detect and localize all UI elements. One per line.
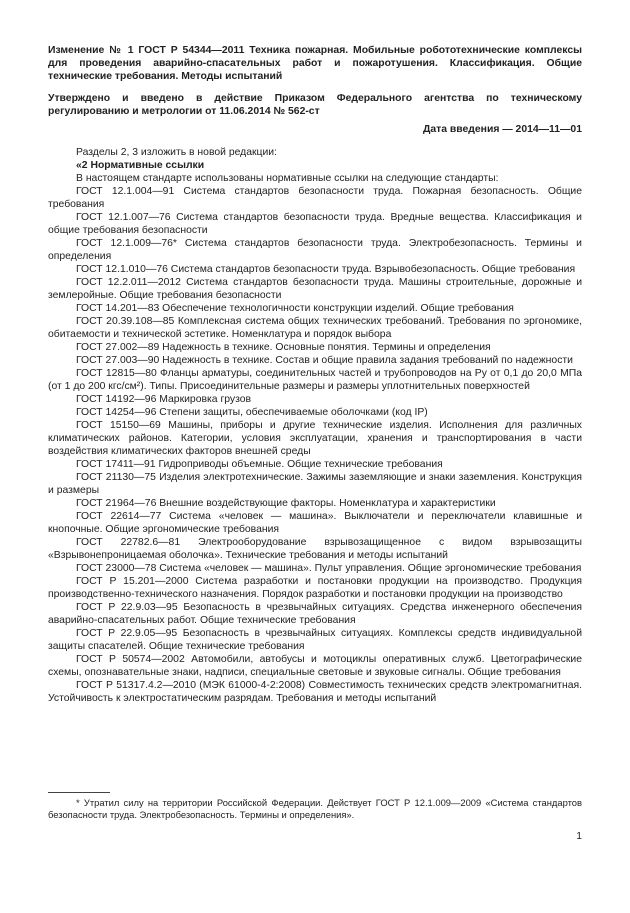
reference-code: ГОСТ 12.1.010—76	[76, 264, 168, 275]
reference-title: Внешние воздействующие факторы. Номенклатура и характеристики	[156, 498, 496, 509]
reference-item	[48, 601, 582, 627]
reference-code: ГОСТ 21130—75	[76, 472, 156, 483]
references-lead: В настоящем стандарте использованы нормативные ссылки на следующие стандарты:	[76, 173, 499, 184]
reference-code: ГОСТ 22782.6—81	[76, 537, 181, 548]
footnote: * Утратил силу на территории Российской Федерации. Действует ГОСТ Р 12.1.009—2009 «Система стандартов безопасности труда. Электробезопасность. Термины и определения».	[48, 797, 582, 820]
reference-title: Система стандартов безопасности труда. Вредные вещества. Классификация и общие требования безопасности	[48, 212, 582, 236]
reference-code: ГОСТ 12.1.004—91	[76, 186, 175, 197]
reference-item	[48, 185, 582, 211]
reference-code: ГОСТ Р 51317.4.2—2010	[76, 680, 196, 691]
reference-code: ГОСТ 17411—91	[76, 459, 156, 470]
reference-title: Система стандартов безопасности труда. Электробезопасность. Термины и определения	[48, 238, 582, 262]
reference-title: Степени защиты, обеспечиваемые оболочками (код IP)	[156, 407, 428, 418]
reference-title: Изделия электротехнические. Зажимы заземляющие и знаки заземления. Конструкция и размеры	[48, 472, 582, 496]
approval-statement: Утверждено и введено в действие Приказом Федерального агентства по техническому регулированию и метрологии от 11.06.2014 № 562-ст	[48, 93, 582, 117]
reference-title: Надежность в технике. Состав и общие правила задания требований по надежности	[159, 355, 573, 366]
reference-title: (МЭК 61000-4-2:2008) Совместимость технических средств электромагнитная. Устойчивость к электростатическим разрядам. Требования и методы испытаний	[48, 680, 582, 704]
reference-code: ГОСТ 14192—96	[76, 394, 157, 405]
footnote-separator	[48, 792, 110, 793]
reference-item	[48, 393, 582, 406]
amendment-title: Изменение № 1 ГОСТ Р 54344—2011 Техника пожарная. Мобильные робототехнические комплексы для проведения аварийно-спасательных работ и пожаротушения. Классификация. Общие технические требования. Методы испытаний	[48, 45, 582, 82]
reference-code: ГОСТ 12.1.007—76	[76, 212, 171, 223]
reference-item	[48, 458, 582, 471]
reference-title: Система «человек — машина». Пульт управления. Общие эргономические требования	[156, 563, 582, 574]
reference-title: Надежность в технике. Основные понятия. Термины и определения	[159, 342, 491, 353]
reference-item	[48, 263, 582, 276]
reference-item	[48, 653, 582, 679]
reference-title: Фланцы арматуры, соединительных частей и трубопроводов на Py от 0,1 до 20,0 МПа (от 1 до 200 кгс/см²). Типы. Присоединительные размеры и размеры уплотнительных поверхностей	[48, 368, 582, 392]
reference-item	[48, 354, 582, 367]
reference-code: ГОСТ 27.003—90	[76, 355, 160, 366]
reference-title: Автомобили, автобусы и мотоциклы оперативных служб. Цветографические схемы, опознавательные знаки, надписи, специальные световые и звуковые сигналы. Общие требования	[48, 654, 583, 678]
reference-item	[48, 341, 582, 354]
reference-code: ГОСТ 14.201—83	[76, 303, 160, 314]
reference-title: Электрооборудование взрывозащищенное с видом взрывозащиты «Взрывонепроницаемая оболочка». Технические требования и методы испытаний	[48, 537, 582, 561]
references-list	[48, 185, 582, 705]
reference-item	[48, 562, 582, 575]
reference-code: ГОСТ Р 15.201—2000	[76, 576, 189, 587]
section-heading: «2 Нормативные ссылки	[76, 160, 205, 171]
reference-title: Безопасность в чрезвычайных ситуациях. Комплексы средств индивидуальной защиты спасателей. Общие технические требования	[48, 628, 582, 652]
reference-item	[48, 679, 582, 705]
reference-title: Система стандартов безопасности труда. Взрывобезопасность. Общие требования	[167, 264, 576, 275]
reference-code: ГОСТ 23000—78	[76, 563, 157, 574]
reference-code: ГОСТ 22614—77	[76, 511, 162, 522]
reference-code: ГОСТ Р 50574—2002	[76, 654, 185, 665]
reference-item	[48, 276, 582, 302]
document-body	[48, 146, 582, 705]
reference-title: Гидроприводы объемные. Общие технические требования	[155, 459, 443, 470]
reference-code: ГОСТ 20.39.108—85	[76, 316, 175, 327]
reference-item	[48, 315, 582, 341]
reference-item	[48, 575, 582, 601]
page-number: 1	[576, 831, 582, 842]
effective-date: Дата введения — 2014—11—01	[422, 124, 582, 135]
reference-item	[48, 302, 582, 315]
reference-item	[48, 211, 582, 237]
reference-code: ГОСТ 12.1.009—76*	[76, 238, 177, 249]
reference-title: Обеспечение технологичности конструкции изделий. Общие требования	[159, 303, 514, 314]
reference-code: ГОСТ 21964—76	[76, 498, 157, 509]
reference-item	[48, 536, 582, 562]
reference-item	[48, 367, 582, 393]
reference-title: Система «человек — машина». Выключатели и переключатели клавишные и кнопочные. Общие эргономические требования	[48, 511, 582, 535]
reference-code: ГОСТ 27.002—89	[76, 342, 160, 353]
reference-item	[48, 419, 582, 458]
reference-item	[48, 406, 582, 419]
reference-code: ГОСТ 14254—96	[76, 407, 157, 418]
reference-title: Комплексная система общих технических требований. Требования по эргономике, обитаемости и технической эстетике. Номенклатура и порядок выбора	[48, 316, 582, 340]
reference-title: Безопасность в чрезвычайных ситуациях. Средства инженерного обеспечения аварийно-спасательных работ. Общие технические требования	[48, 602, 582, 626]
reference-code: ГОСТ Р 22.9.03—95	[76, 602, 178, 613]
reference-item	[48, 627, 582, 653]
reference-item	[48, 237, 582, 263]
reference-code: ГОСТ 12815—80	[76, 368, 157, 379]
reference-item	[48, 497, 582, 510]
reference-code: ГОСТ 15150—69	[76, 420, 161, 431]
intro-line: Разделы 2, 3 изложить в новой редакции:	[76, 147, 277, 158]
reference-title: Машины, приборы и другие технические изделия. Исполнения для различных климатических районов. Категории, условия эксплуатации, хранения и транспортирования в части воздействия климатических факторов внешней среды	[48, 420, 582, 457]
reference-title: Система стандартов безопасности труда. Машины строительные, дорожные и землеройные. Общие требования безопасности	[48, 277, 582, 301]
reference-title: Маркировка грузов	[156, 394, 252, 405]
reference-title: Система стандартов безопасности труда. Пожарная безопасность. Общие требования	[48, 186, 582, 210]
reference-title: Система разработки и постановки продукции на производство. Продукция производственно-технического назначения. Порядок разработки и постановки продукции на производство	[48, 576, 582, 600]
reference-code: ГОСТ 12.2.011—2012	[76, 277, 181, 288]
reference-item	[48, 510, 582, 536]
reference-item	[48, 471, 582, 497]
reference-code: ГОСТ Р 22.9.05—95	[76, 628, 178, 639]
